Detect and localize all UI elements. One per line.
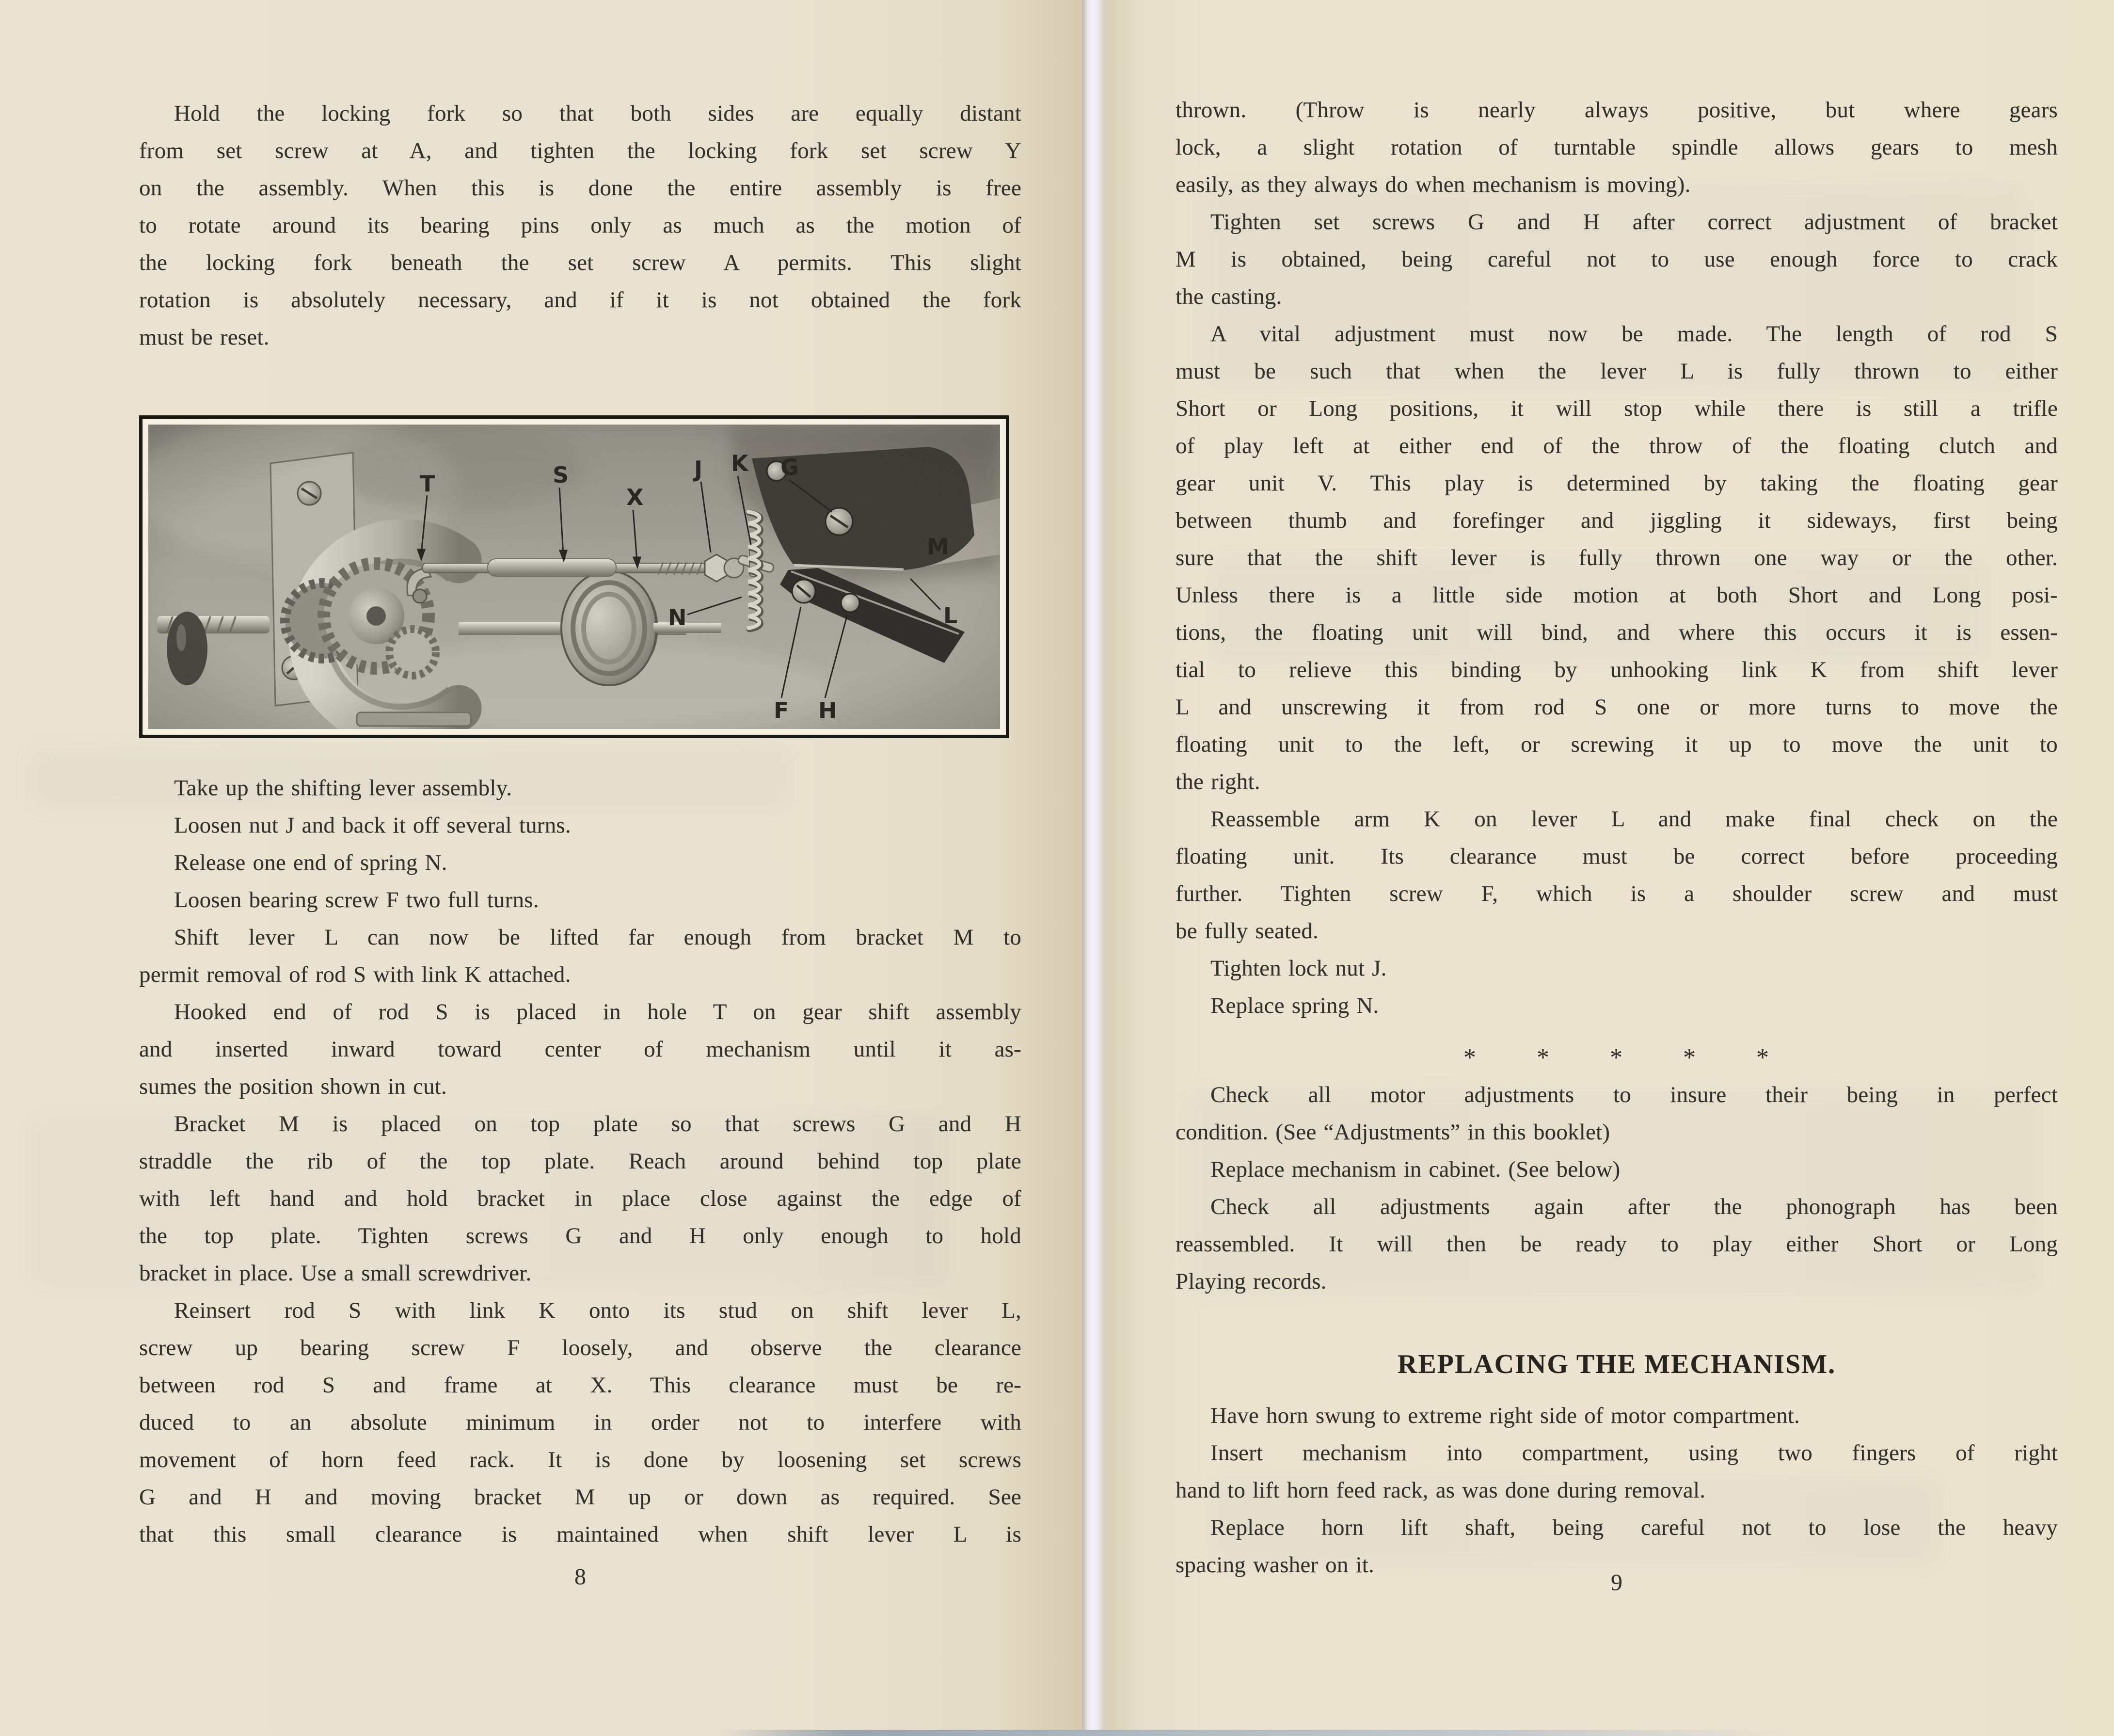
paragraph: [1176, 801, 2058, 950]
text-line: must be reset.: [139, 325, 270, 350]
paragraph: [1176, 987, 2058, 1025]
paragraph: [1176, 316, 2058, 801]
paragraph: [1176, 92, 2058, 204]
text-line: of play left at either end of the throw of the floating clutch and: [1176, 433, 2058, 458]
text-line: bracket in place. Use a small screwdriver.: [139, 1261, 532, 1286]
text-line: Release one end of spring N.: [174, 850, 447, 875]
text-line: Tighten lock nut J.: [1210, 956, 1387, 981]
page-number-left: 8: [574, 1564, 586, 1590]
text-line: hand to lift horn feed rack, as was done during removal.: [1176, 1478, 1706, 1503]
left-paragraphs-top: [139, 95, 1021, 356]
text-line: Loosen nut J and back it off several turns.: [174, 813, 571, 838]
paragraph: [139, 882, 1021, 919]
text-line: Reinsert rod S with link K onto its stud on shift lever L,: [174, 1298, 1021, 1323]
text-line: condition. (See “Adjustments” in this booklet): [1176, 1120, 1610, 1145]
paragraph: [139, 1292, 1021, 1553]
paragraph: [139, 770, 1021, 807]
text-line: Reassemble arm K on lever L and make final check on the: [1210, 806, 2058, 832]
text-line: Replace spring N.: [1210, 993, 1379, 1018]
text-line: Hold the locking fork so that both sides are equally distant: [174, 101, 1021, 126]
text-line: thrown. (Throw is nearly always positive, but where gears: [1176, 97, 2058, 123]
text-line: Have horn swung to extreme right side of motor compartment.: [1210, 1403, 1800, 1428]
paragraph: [139, 844, 1021, 882]
paragraph: [139, 919, 1021, 994]
text-line: Short or Long positions, it will stop while there is still a trifle: [1176, 396, 2058, 421]
text-line: Take up the shifting lever assembly.: [174, 775, 512, 801]
paragraph: [1176, 204, 2058, 316]
text-line: floating unit to the left, or screwing it up to move the unit to: [1176, 732, 2058, 757]
text-line: to rotate around its bearing pins only as much as the motion of: [139, 213, 1021, 238]
text-line: G and H and moving bracket M up or down as required. See: [139, 1484, 1021, 1510]
text-line: floating unit. Its clearance must be correct before proceeding: [1176, 844, 2058, 869]
text-line: on the assembly. When this is done the entire assembly is free: [139, 175, 1021, 201]
text-line: screw up bearing screw F loosely, and observe the clearance: [139, 1335, 1021, 1360]
text-line: tial to relieve this binding by unhooking link K from shift lever: [1176, 657, 2058, 682]
text-line: and inserted inward toward center of mechanism until it as-: [139, 1037, 1021, 1062]
right-paragraphs-bottom: [1176, 1397, 2058, 1584]
paragraph: [139, 1105, 1021, 1292]
right-paragraphs-mid: [1176, 1076, 2058, 1300]
right-paragraphs-top: [1176, 92, 2058, 1025]
text-line: reassembled. It will then be ready to play either Short or Long: [1176, 1231, 2058, 1257]
page-number-right: 9: [1611, 1570, 1622, 1595]
text-line: sumes the position shown in cut.: [139, 1074, 447, 1099]
text-line: duced to an absolute minimum in order not to interfere with: [139, 1410, 1021, 1435]
paragraph: [139, 994, 1021, 1105]
text-line: Insert mechanism into compartment, using two fingers of right: [1210, 1440, 2058, 1466]
text-line: be fully seated.: [1176, 918, 1319, 944]
asterisk-separator: * * * * *: [1463, 1044, 1770, 1072]
mechanism-photo-illustration: [148, 425, 1000, 729]
text-line: L and unscrewing it from rod S one or more turns to move the: [1176, 694, 2058, 720]
text-line: M is obtained, being careful not to use enough force to crack: [1176, 247, 2058, 272]
text-line: rotation is absolutely necessary, and if it is not obtained the fork: [139, 287, 1021, 313]
text-line: further. Tighten screw F, which is a shoulder screw and must: [1176, 881, 2058, 906]
paragraph: [139, 807, 1021, 844]
scanner-edge-shadow: [717, 1730, 1794, 1736]
paragraph: [1176, 1188, 2058, 1300]
text-line: that this small clearance is maintained when shift lever L is: [139, 1522, 1021, 1547]
text-line: Playing records.: [1176, 1269, 1327, 1294]
text-line: must be such that when the lever L is fully thrown to either: [1176, 359, 2058, 384]
text-line: permit removal of rod S with link K attached.: [139, 962, 571, 987]
text-line: the casting.: [1176, 284, 1282, 309]
left-paragraphs-bottom: [139, 770, 1021, 1553]
left-text-column: [139, 95, 1021, 1553]
text-line: easily, as they always do when mechanism is moving).: [1176, 172, 1691, 197]
text-line: Hooked end of rod S is placed in hole T on gear shift assembly: [174, 999, 1021, 1025]
text-line: between thumb and forefinger and jiggling it sideways, first being: [1176, 508, 2058, 533]
text-line: the locking fork beneath the set screw A permits. This slight: [139, 250, 1021, 275]
text-line: tions, the floating unit will bind, and where this occurs it is essen-: [1176, 620, 2058, 645]
paragraph: [1176, 1435, 2058, 1509]
text-line: from set screw at A, and tighten the locking fork set screw Y: [139, 138, 1021, 163]
text-line: Tighten set screws G and H after correct adjustment of bracket: [1210, 209, 2058, 235]
text-line: the right.: [1176, 769, 1260, 794]
text-line: movement of horn feed rack. It is done by loosening set screws: [139, 1447, 1021, 1472]
figure-mechanism-photo: [139, 415, 1009, 738]
text-line: straddle the rib of the top plate. Reach around behind top plate: [139, 1149, 1021, 1174]
text-line: A vital adjustment must now be made. The length of rod S: [1210, 321, 2058, 347]
paragraph: [1176, 1151, 2058, 1188]
text-line: Unless there is a little side motion at both Short and Long posi-: [1176, 583, 2058, 608]
text-line: with left hand and hold bracket in place close against the edge of: [139, 1186, 1021, 1211]
section-heading: REPLACING THE MECHANISM.: [1397, 1349, 1836, 1379]
page-right: [1104, 0, 2114, 1736]
text-line: lock, a slight rotation of turntable spindle allows gears to mesh: [1176, 135, 2058, 160]
text-line: Loosen bearing screw F two full turns.: [174, 887, 539, 913]
paragraph: [1176, 950, 2058, 987]
text-line: Check all adjustments again after the phonograph has been: [1210, 1194, 2058, 1219]
text-line: the top plate. Tighten screws G and H only enough to hold: [139, 1223, 1021, 1248]
paragraph: [1176, 1397, 2058, 1435]
paragraph: [139, 95, 1021, 356]
text-line: gear unit V. This play is determined by taking the floating gear: [1176, 471, 2058, 496]
text-line: Replace horn lift shaft, being careful not to lose the heavy: [1210, 1515, 2058, 1540]
text-line: spacing washer on it.: [1176, 1552, 1374, 1578]
text-line: Replace mechanism in cabinet. (See below): [1210, 1157, 1621, 1182]
text-line: Bracket M is placed on top plate so that screws G and H: [174, 1111, 1021, 1136]
text-line: Shift lever L can now be lifted far enough from bracket M to: [174, 925, 1021, 950]
book-gutter: [1082, 0, 1104, 1736]
text-line: sure that the shift lever is fully thrown one way or the other.: [1176, 545, 2058, 570]
right-text-column: [1176, 92, 2058, 1584]
text-line: Check all motor adjustments to insure their being in perfect: [1210, 1082, 2058, 1107]
paragraph: [1176, 1076, 2058, 1151]
text-line: between rod S and frame at X. This clearance must be re-: [139, 1373, 1021, 1398]
